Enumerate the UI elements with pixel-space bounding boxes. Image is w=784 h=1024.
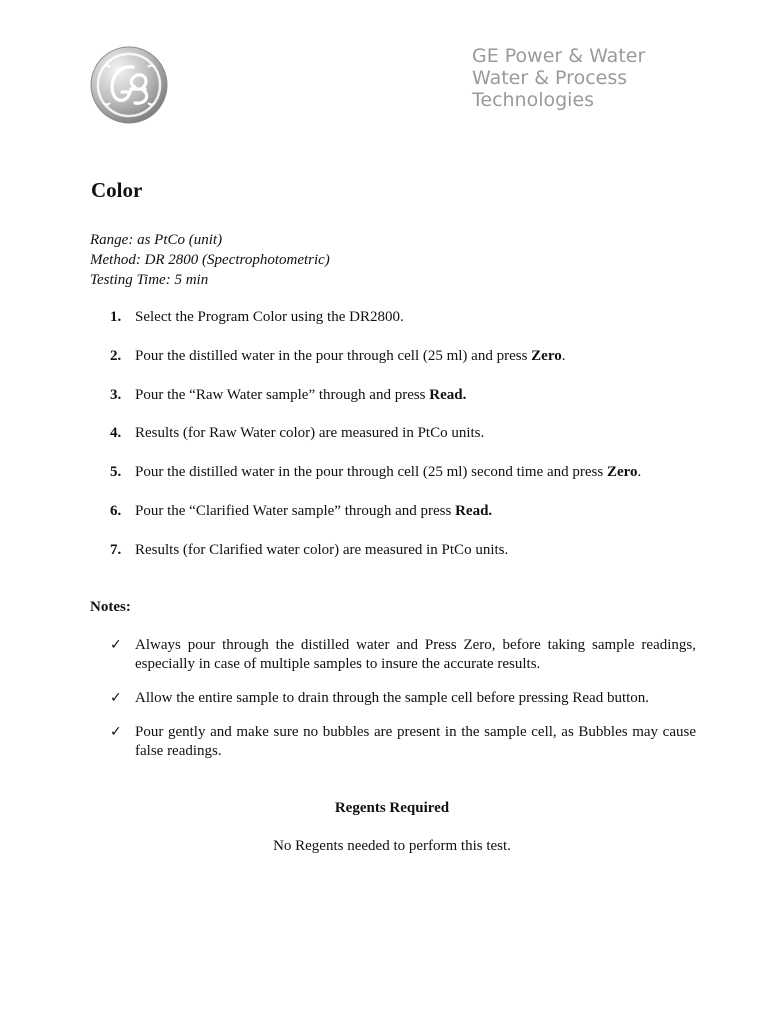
company-line: GE Power & Water — [472, 45, 646, 67]
step-text: Select the Program Color using the DR2800. — [135, 309, 404, 325]
step-text: Results (for Clarified water color) are measured in PtCo units. — [135, 541, 509, 558]
document-title: Color — [91, 178, 143, 202]
step-number: 5. — [110, 464, 122, 481]
note-item — [90, 636, 696, 674]
note-text: Pour gently and make sure no bubbles are present in the sample cell, as Bubbles may cause false readings. — [135, 724, 696, 759]
step-number: 3. — [110, 386, 122, 403]
step-bold: Zero — [531, 347, 562, 364]
note-text: Allow the entire sample to drain through the sample cell before pressing Read button. — [135, 690, 650, 706]
company-name — [472, 45, 672, 111]
step-item — [90, 385, 700, 424]
step-text: Pour the distilled water in the pour through cell (25 ml) and press — [135, 347, 532, 364]
test-meta — [90, 230, 330, 290]
step-tail: . — [637, 464, 642, 481]
step-item — [90, 346, 700, 385]
checkmark-icon: ✓ — [110, 690, 122, 706]
step-item — [90, 307, 700, 346]
step-item — [90, 423, 700, 462]
company-line: Water & Process — [472, 67, 628, 89]
checkmark-icon: ✓ — [110, 637, 122, 653]
step-number: 2. — [110, 347, 122, 364]
note-item — [90, 723, 696, 761]
step-text: Results (for Raw Water color) are measured in PtCo units. — [135, 425, 485, 442]
regents-text: No Regents needed to perform this test. — [273, 838, 511, 854]
step-item — [90, 462, 700, 501]
step-number: 1. — [110, 309, 122, 325]
step-number: 7. — [110, 541, 122, 558]
step-number: 6. — [110, 502, 122, 519]
step-text: Pour the distilled water in the pour through cell (25 ml) second time and press — [135, 464, 607, 481]
step-bold: Read. — [429, 386, 467, 403]
notes-list — [90, 636, 696, 776]
checkmark-icon: ✓ — [110, 724, 122, 740]
step-tail: . — [561, 347, 566, 364]
step-number: 4. — [110, 425, 122, 442]
regents-heading: Regents Required — [334, 800, 450, 816]
procedure-steps — [90, 307, 700, 579]
notes-heading: Notes: — [90, 599, 131, 615]
step-bold: Zero — [606, 464, 638, 481]
note-text: Always pour through the distilled water and Press Zero, before taking sample readings, especially in case of multiple samples to insure the accurate results. — [135, 637, 696, 672]
step-bold: Read. — [455, 502, 493, 519]
ge-logo — [89, 45, 169, 125]
range-line: Range: as PtCo (unit) — [90, 232, 223, 248]
company-line: Technologies — [472, 89, 595, 111]
step-item — [90, 501, 700, 540]
note-item — [90, 689, 696, 708]
testing-time-line: Testing Time: 5 min — [90, 272, 209, 288]
step-text: Pour the “Clarified Water sample” through and press — [135, 502, 456, 519]
method-line: Method: DR 2800 (Spectrophotometric) — [90, 252, 330, 268]
step-item — [90, 540, 700, 579]
step-text: Pour the “Raw Water sample” through and press — [135, 386, 430, 403]
